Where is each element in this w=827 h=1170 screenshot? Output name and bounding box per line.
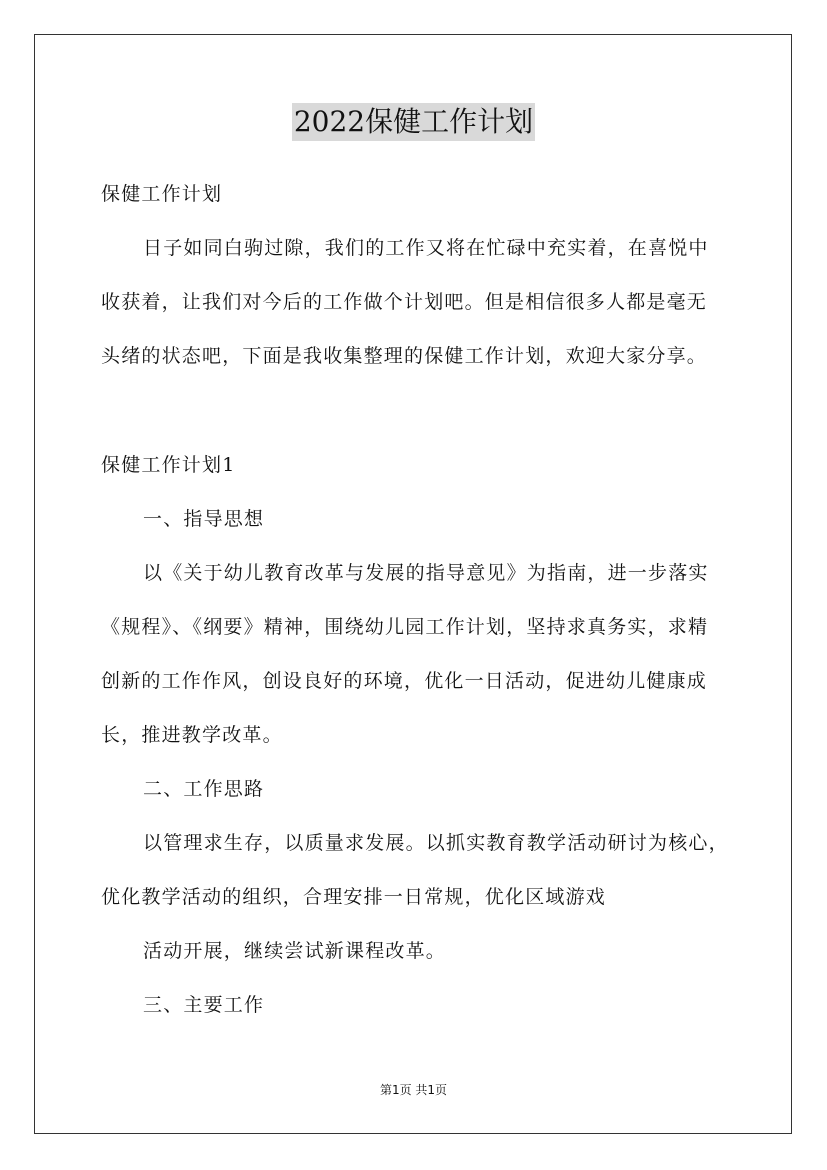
para-1-line-1: 以《关于幼儿教育改革与发展的指导意见》为指南，进一步落实 [143, 562, 709, 584]
section-title: 保健工作计划1 [101, 454, 236, 476]
document-subtitle: 保健工作计划 [101, 183, 223, 205]
page-footer: 第1页 共1页 [379, 1083, 448, 1097]
heading-work-approach: 二、工作思路 [143, 778, 265, 800]
document-title: 2022保健工作计划 [292, 103, 535, 141]
intro-line-3: 头绪的状态吧，下面是我收集整理的保健工作计划，欢迎大家分享。 [101, 345, 708, 367]
para-2-line-3: 活动开展，继续尝试新课程改革。 [143, 940, 447, 962]
intro-line-2: 收获着，让我们对今后的工作做个计划吧。但是相信很多人都是毫无 [101, 291, 708, 313]
title-container [0, 103, 827, 141]
para-1-line-4: 长，推进教学改革。 [101, 724, 283, 746]
para-2-line-1: 以管理求生存，以质量求发展。以抓实教育教学活动研讨为核心， [143, 832, 729, 854]
para-2-line-2: 优化教学活动的组织，合理安排一日常规，优化区域游戏 [101, 886, 607, 908]
heading-guiding-ideology: 一、指导思想 [143, 508, 265, 530]
intro-line-1: 日子如同白驹过隙，我们的工作又将在忙碌中充实着，在喜悦中 [143, 237, 709, 259]
para-1-line-2: 《规程》、《纲要》精神，围绕幼儿园工作计划，坚持求真务实，求精 [101, 616, 709, 638]
para-1-line-3: 创新的工作作风，创设良好的环境，优化一日活动，促进幼儿健康成 [101, 670, 708, 692]
heading-main-work: 三、主要工作 [143, 994, 265, 1016]
